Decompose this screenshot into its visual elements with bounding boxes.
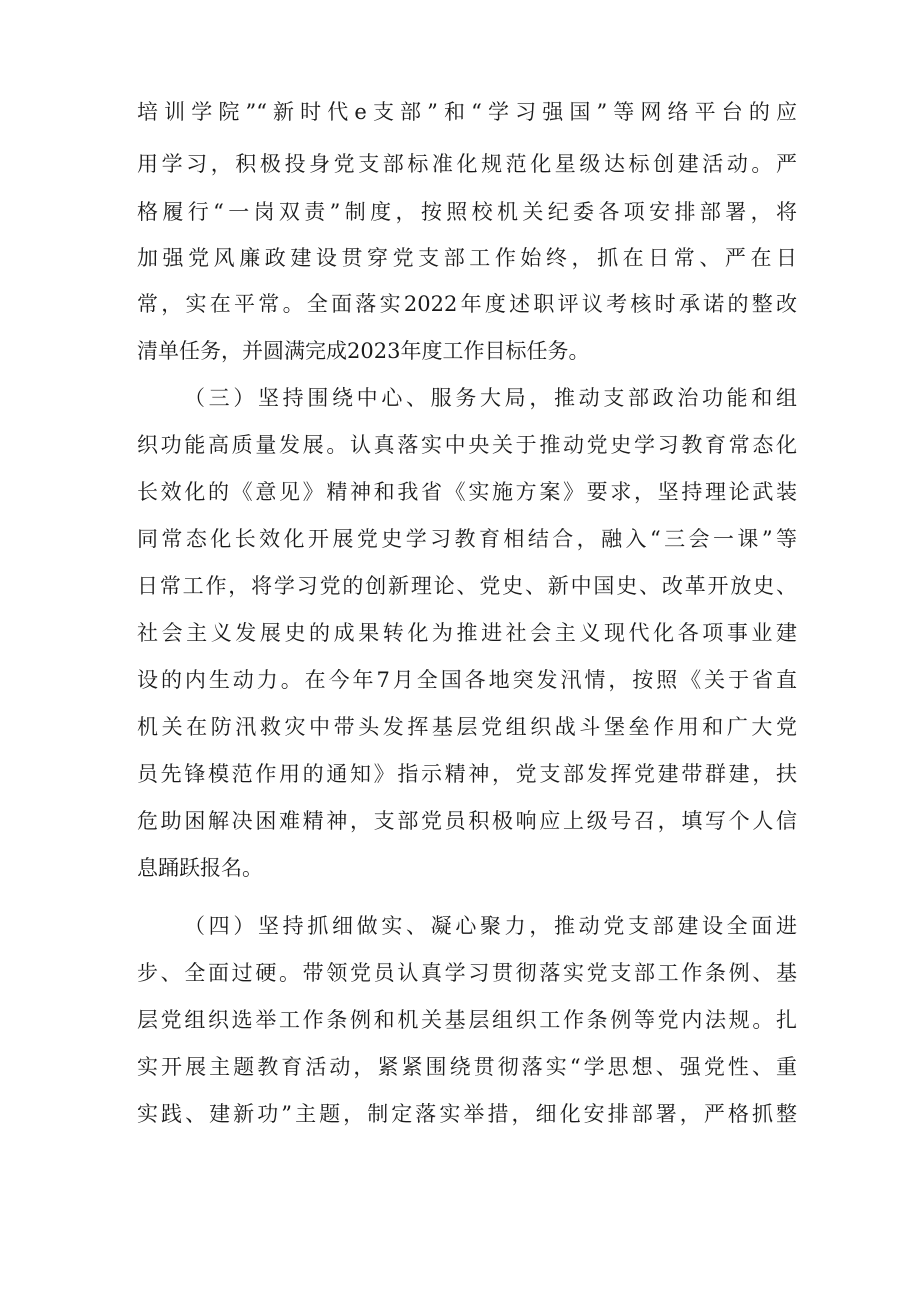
text-line: 日常工作，将学习党的创新理论、党史、新中国史、改革开放史、: [137, 574, 797, 598]
text-line: 员先锋模范作用的通知》指示精神，党支部发挥党建带群建，扶: [137, 762, 797, 786]
text-line: 社会主义发展史的成果转化为推进社会主义现代化各项事业建: [137, 621, 797, 645]
text-line: 设的内生动力。在今年7月全国各地突发汛情，按照《关于省直: [137, 668, 797, 692]
text-line: 息踊跃报名。: [137, 856, 263, 880]
text-line: 长效化的《意见》精神和我省《实施方案》要求，坚持理论武装: [137, 480, 797, 504]
text-line: 步、全面过硬。带领党员认真学习贯彻落实党支部工作条例、基: [137, 961, 797, 985]
text-line: （四）坚持抓细做实、凝心聚力，推动党支部建设全面进: [184, 914, 797, 938]
text-line: 加强党风廉政建设贯穿党支部工作始终，抓在日常、严在日: [137, 246, 797, 270]
text-line: 用学习，积极投身党支部标准化规范化星级达标创建活动。严: [137, 152, 797, 176]
text-line: 实开展主题教育活动，紧紧围绕贯彻落实“学思想、强党性、重: [137, 1055, 797, 1079]
text-line: 机关在防汛救灾中带头发挥基层党组织战斗堡垒作用和广大党: [137, 715, 797, 739]
text-line: 培训学院”“新时代e支部”和“学习强国”等网络平台的应: [137, 100, 797, 124]
text-line: 层党组织选举工作条例和机关基层组织工作条例等党内法规。扎: [137, 1008, 797, 1032]
text-line: 常，实在平常。全面落实2022年度述职评议考核时承诺的整改: [137, 292, 797, 316]
text-line: 同常态化长效化开展党史学习教育相结合，融入“三会一课”等: [137, 527, 797, 551]
text-line: 织功能高质量发展。认真落实中央关于推动党史学习教育常态化: [137, 433, 797, 457]
text-line: 实践、建新功”主题，制定落实举措，细化安排部署，严格抓整: [137, 1102, 797, 1126]
text-line: 格履行“一岗双责”制度，按照校机关纪委各项安排部署，将: [137, 200, 797, 224]
text-line: （三）坚持围绕中心、服务大局，推动支部政治功能和组: [184, 386, 797, 410]
text-line: 危助困解决困难精神，支部党员积极响应上级号召，填写个人信: [137, 809, 797, 833]
text-line: 清单任务，并圆满完成2023年度工作目标任务。: [137, 339, 590, 363]
